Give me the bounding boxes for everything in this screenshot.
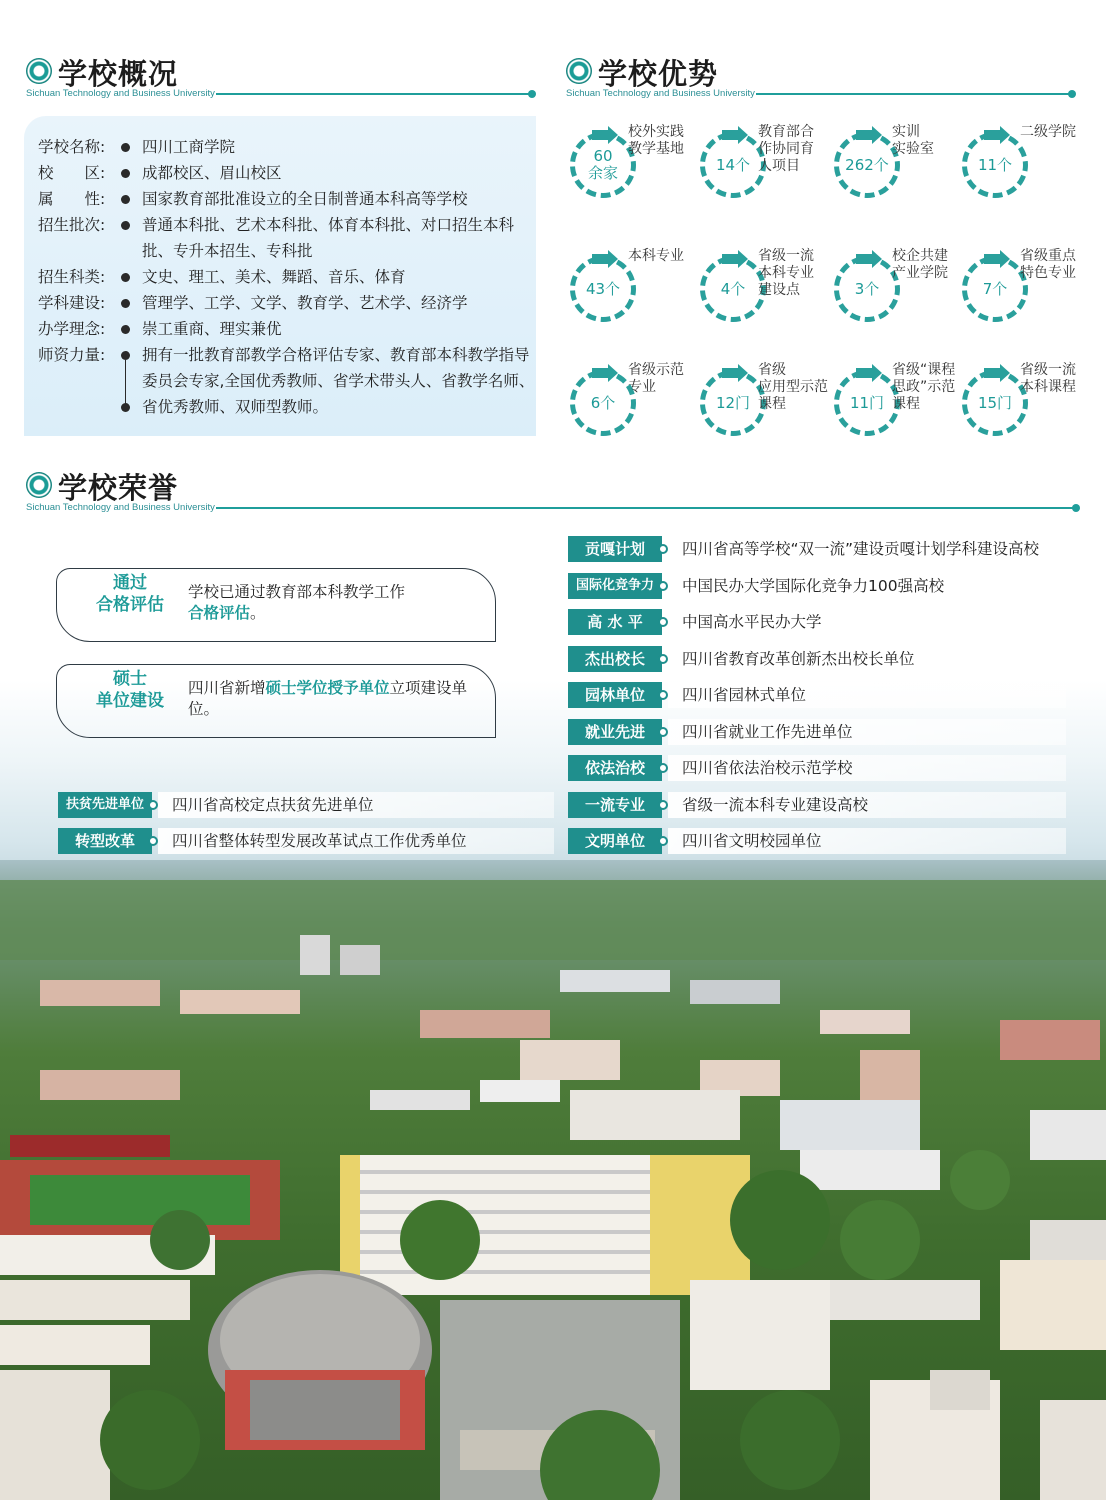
honor-tag: 高 水 平 [568, 609, 662, 635]
advantage-number: 4个 [720, 279, 746, 298]
honor-row-reform [58, 828, 554, 854]
honors-title: 学校荣誉 [58, 471, 179, 505]
honor-text: 中国民办大学国际化竞争力100强高校 [668, 573, 1066, 599]
honor-text: 四川省高校定点扶贫先进单位 [158, 792, 554, 818]
row-value: 拥有一批教育部教学合格评估专家、教育部本科教学指导委员会专家,全国优秀教师、省学术带头人、省教学名师、省优秀教师、双师型教师。 [142, 346, 535, 416]
honor-tag: 就业先进 [568, 719, 662, 745]
advantage-item [962, 360, 1092, 460]
bullet-icon [121, 143, 130, 152]
advantage-item [570, 246, 700, 346]
card-text-a: 学校已通过教育部本科教学工作 [188, 583, 406, 601]
advantage-number: 3个 [854, 279, 880, 298]
row-value: 国家教育部批准设立的全日制普通本科高等学校 [142, 190, 468, 208]
advantage-label: 省级“课程 思政”示范 课程 [892, 362, 956, 412]
bullet-icon [121, 299, 130, 308]
advantage-number: 14个 [715, 155, 751, 174]
card-text-b: 。 [250, 604, 266, 622]
row-label: 属 性: [38, 190, 106, 208]
honor-tag: 贡嘎计划 [568, 536, 662, 562]
advantage-label: 省级示范 专业 [628, 362, 684, 395]
advantage-item [700, 246, 830, 346]
row-value: 管理学、工学、文学、教育学、艺术学、经济学 [142, 294, 468, 312]
honor-row [568, 755, 1066, 781]
honor-row-poverty [58, 792, 554, 818]
overview-panel [24, 116, 536, 436]
advantages-header [566, 52, 1078, 102]
row-label: 学科建设: [38, 294, 106, 312]
advantage-item [834, 246, 964, 346]
advantages-subtitle: Sichuan Technology and Business University [566, 88, 755, 99]
advantage-item [700, 360, 830, 460]
honor-text: 四川省高等学校“双一流”建设贡嘎计划学科建设高校 [668, 536, 1066, 562]
overview-header [26, 52, 538, 102]
honors-subtitle: Sichuan Technology and Business University [26, 502, 215, 513]
advantage-item [962, 122, 1092, 222]
bullet-icon [121, 195, 130, 204]
honor-text: 四川省就业工作先进单位 [668, 719, 1066, 745]
bullet-icon [121, 169, 130, 178]
advantage-number: 7个 [982, 279, 1008, 298]
honor-row [568, 646, 1066, 672]
honor-text: 四川省教育改革创新杰出校长单位 [668, 646, 1066, 672]
advantage-number: 12门 [715, 393, 751, 412]
advantage-item [570, 122, 700, 222]
honor-card-master [56, 664, 496, 738]
advantage-label: 省级一流 本科课程 [1020, 362, 1076, 395]
row-value: 四川工商学院 [142, 138, 236, 156]
honor-tag: 园林单位 [568, 682, 662, 708]
honor-row [568, 792, 1066, 818]
row-value: 普通本科批、艺术本科批、体育本科批、对口招生本科批、专升本招生、专科批 [142, 216, 515, 260]
honor-row [568, 682, 1066, 708]
row-value: 成都校区、眉山校区 [142, 164, 282, 182]
bullet-icon [121, 325, 130, 334]
advantage-number: 6个 [590, 393, 616, 412]
honor-card-assessment [56, 568, 496, 642]
row-label: 招生科类: [38, 268, 106, 286]
advantage-item [570, 360, 700, 460]
row-label: 师资力量: [38, 346, 106, 364]
honor-tag: 一流专业 [568, 792, 662, 818]
advantage-label: 教育部合 作协同育 人项目 [758, 124, 814, 174]
card-text [188, 678, 488, 720]
row-label: 校 区: [38, 164, 106, 182]
advantage-number: 262个 [845, 155, 889, 174]
advantage-number: 11门 [849, 393, 885, 412]
honor-tag: 转型改革 [58, 828, 152, 854]
header-divider [216, 93, 532, 95]
advantage-label: 实训 实验室 [892, 124, 934, 157]
school-logo-icon [566, 58, 592, 84]
card-tag: 通过 合格评估 [96, 573, 164, 615]
honor-text: 中国高水平民办大学 [668, 609, 1066, 635]
honor-tag: 杰出校长 [568, 646, 662, 672]
advantage-label: 校外实践 教学基地 [628, 124, 684, 157]
bullet-connector [125, 360, 126, 404]
advantage-label: 省级 应用型示范 课程 [758, 362, 828, 412]
advantage-number: 11个 [977, 155, 1013, 174]
overview-subtitle: Sichuan Technology and Business University [26, 88, 215, 99]
honor-text: 省级一流本科专业建设高校 [668, 792, 1066, 818]
honor-tag: 文明单位 [568, 828, 662, 854]
advantage-label: 本科专业 [628, 248, 684, 264]
card-text-a: 四川省新增 [188, 679, 266, 697]
honors-header [26, 466, 1086, 516]
advantage-item [700, 122, 830, 222]
bullet-icon [121, 351, 130, 360]
school-logo-icon [26, 472, 52, 498]
honor-tag: 扶贫先进单位 [58, 792, 152, 818]
honor-text: 四川省整体转型发展改革试点工作优秀单位 [158, 828, 554, 854]
advantage-label: 校企共建 产业学院 [892, 248, 948, 281]
card-text-highlight: 合格评估 [188, 604, 251, 622]
bullet-icon [121, 221, 130, 230]
header-divider [216, 507, 1076, 509]
advantage-label: 省级重点 特色专业 [1020, 248, 1076, 281]
row-label: 招生批次: [38, 216, 106, 234]
bullet-icon [121, 273, 130, 282]
advantage-item [962, 246, 1092, 346]
card-text-highlight: 硕士学位授予单位 [265, 679, 390, 697]
header-divider [756, 93, 1072, 95]
honor-tag: 依法治校 [568, 755, 662, 781]
advantage-item [834, 360, 964, 460]
advantages-title: 学校优势 [598, 57, 719, 91]
honor-row [568, 828, 1066, 854]
honor-row [568, 536, 1066, 562]
row-value: 文史、理工、美术、舞蹈、音乐、体育 [142, 268, 406, 286]
bullet-icon [121, 403, 130, 412]
honor-row [568, 609, 1066, 635]
honor-row [568, 573, 1066, 599]
card-text [188, 582, 488, 624]
advantage-number: 15门 [977, 393, 1013, 412]
advantage-number: 60 余家 [587, 147, 618, 182]
advantage-item [834, 122, 964, 222]
row-value: 崇工重商、理实兼优 [142, 320, 282, 338]
honor-tag: 国际化竞争力 [568, 573, 662, 599]
row-label: 学校名称: [38, 138, 106, 156]
honor-text: 四川省园林式单位 [668, 682, 1066, 708]
honor-text: 四川省文明校园单位 [668, 828, 1066, 854]
honor-row [568, 719, 1066, 745]
row-label: 办学理念: [38, 320, 106, 338]
overview-title: 学校概况 [58, 57, 179, 91]
advantage-label: 二级学院 [1020, 124, 1076, 140]
honor-text: 四川省依法治校示范学校 [668, 755, 1066, 781]
card-tag: 硕士 单位建设 [96, 669, 164, 711]
card-text-b: 立项建设单位。 [188, 679, 468, 718]
school-logo-icon [26, 58, 52, 84]
advantage-label: 省级一流 本科专业 建设点 [758, 248, 814, 298]
advantage-number: 43个 [585, 279, 621, 298]
